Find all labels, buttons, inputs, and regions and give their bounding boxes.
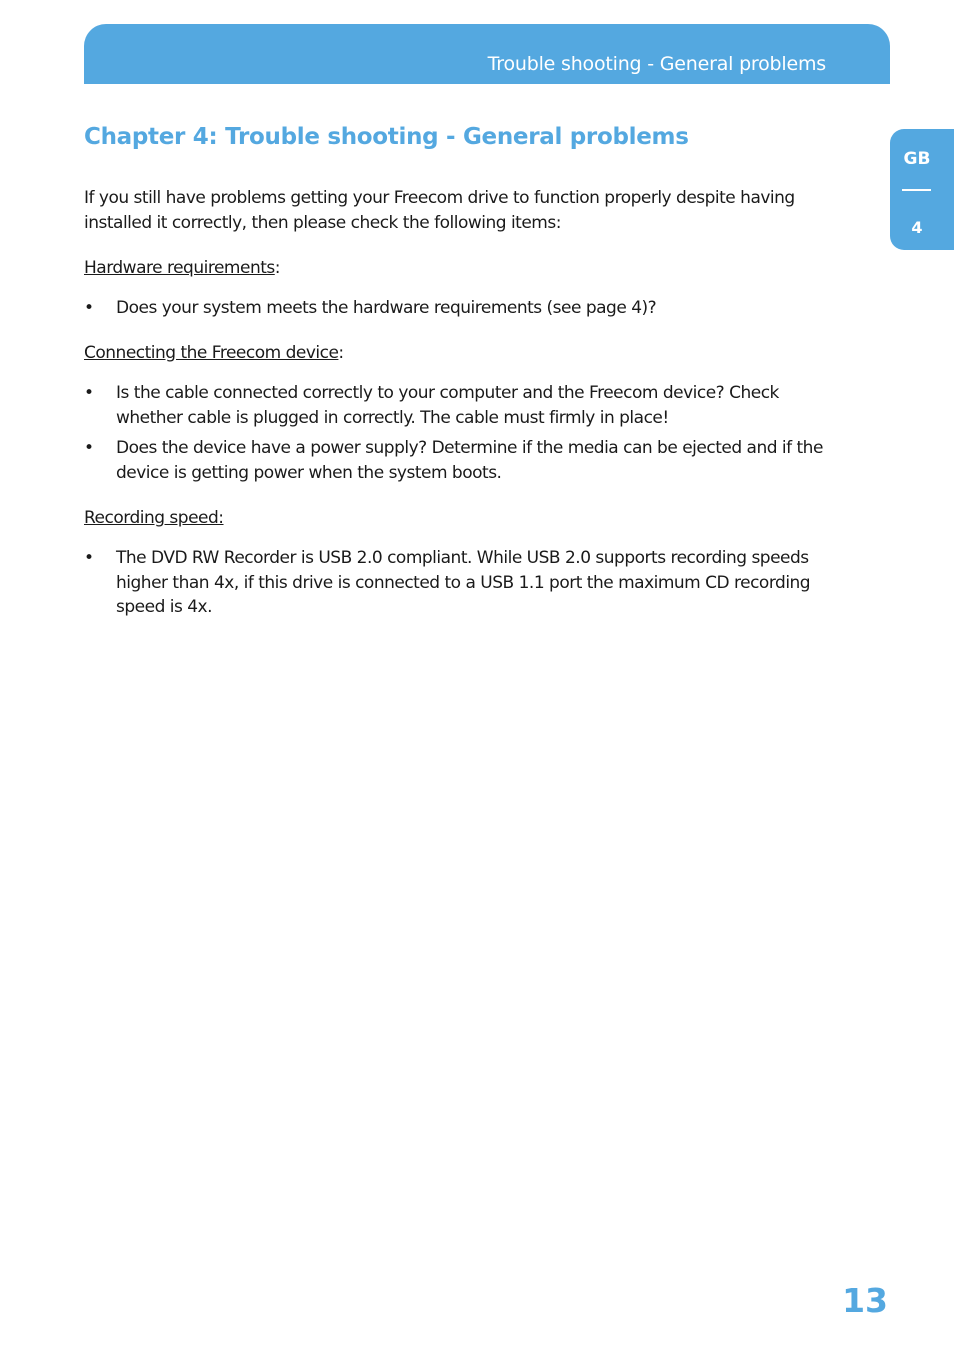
section-label-text: Connecting the Freecom device [84, 343, 339, 363]
section-label-connecting [84, 341, 344, 366]
section-label-hardware [84, 256, 280, 281]
bullet: • [84, 438, 94, 458]
section-label-recording [84, 506, 224, 531]
bullet: • [84, 298, 94, 318]
list-item-text: Is the cable connected correctly to your computer and the Freecom device? Check whether cable is plugged in correctly. The cable must firmly in place! [116, 383, 779, 428]
bullet: • [84, 383, 94, 403]
tab-language-code: GB [903, 149, 931, 169]
header-title: Trouble shooting - General problems [487, 53, 826, 75]
section-label-suffix: : [274, 258, 280, 278]
page-number: 13 [842, 1281, 888, 1320]
bullet: • [84, 548, 94, 568]
tab-chapter-number: 4 [911, 218, 923, 237]
section-label-text: Recording speed: [84, 508, 224, 528]
list-item-text: Does the device have a power supply? Determine if the media can be ejected and if the device is getting power when the system boots. [116, 438, 823, 483]
header-bar [84, 24, 890, 84]
list-item-text: The DVD RW Recorder is USB 2.0 compliant. While USB 2.0 supports recording speeds higher than 4x, if this drive is connected to a USB 1.1 port the maximum CD recording speed is 4x. [116, 548, 811, 617]
section-label-suffix: : [338, 343, 344, 363]
chapter-heading: Chapter 4: Trouble shooting - General problems [84, 124, 689, 150]
intro-paragraph: If you still have problems getting your Freecom drive to function properly despite having installed it correctly, then please check the following items: [84, 188, 795, 233]
language-chapter-tab [890, 129, 954, 250]
list-item-text: Does your system meets the hardware requirements (see page 4)? [116, 298, 657, 318]
section-label-text: Hardware requirements [84, 258, 275, 278]
tab-divider [902, 189, 931, 191]
